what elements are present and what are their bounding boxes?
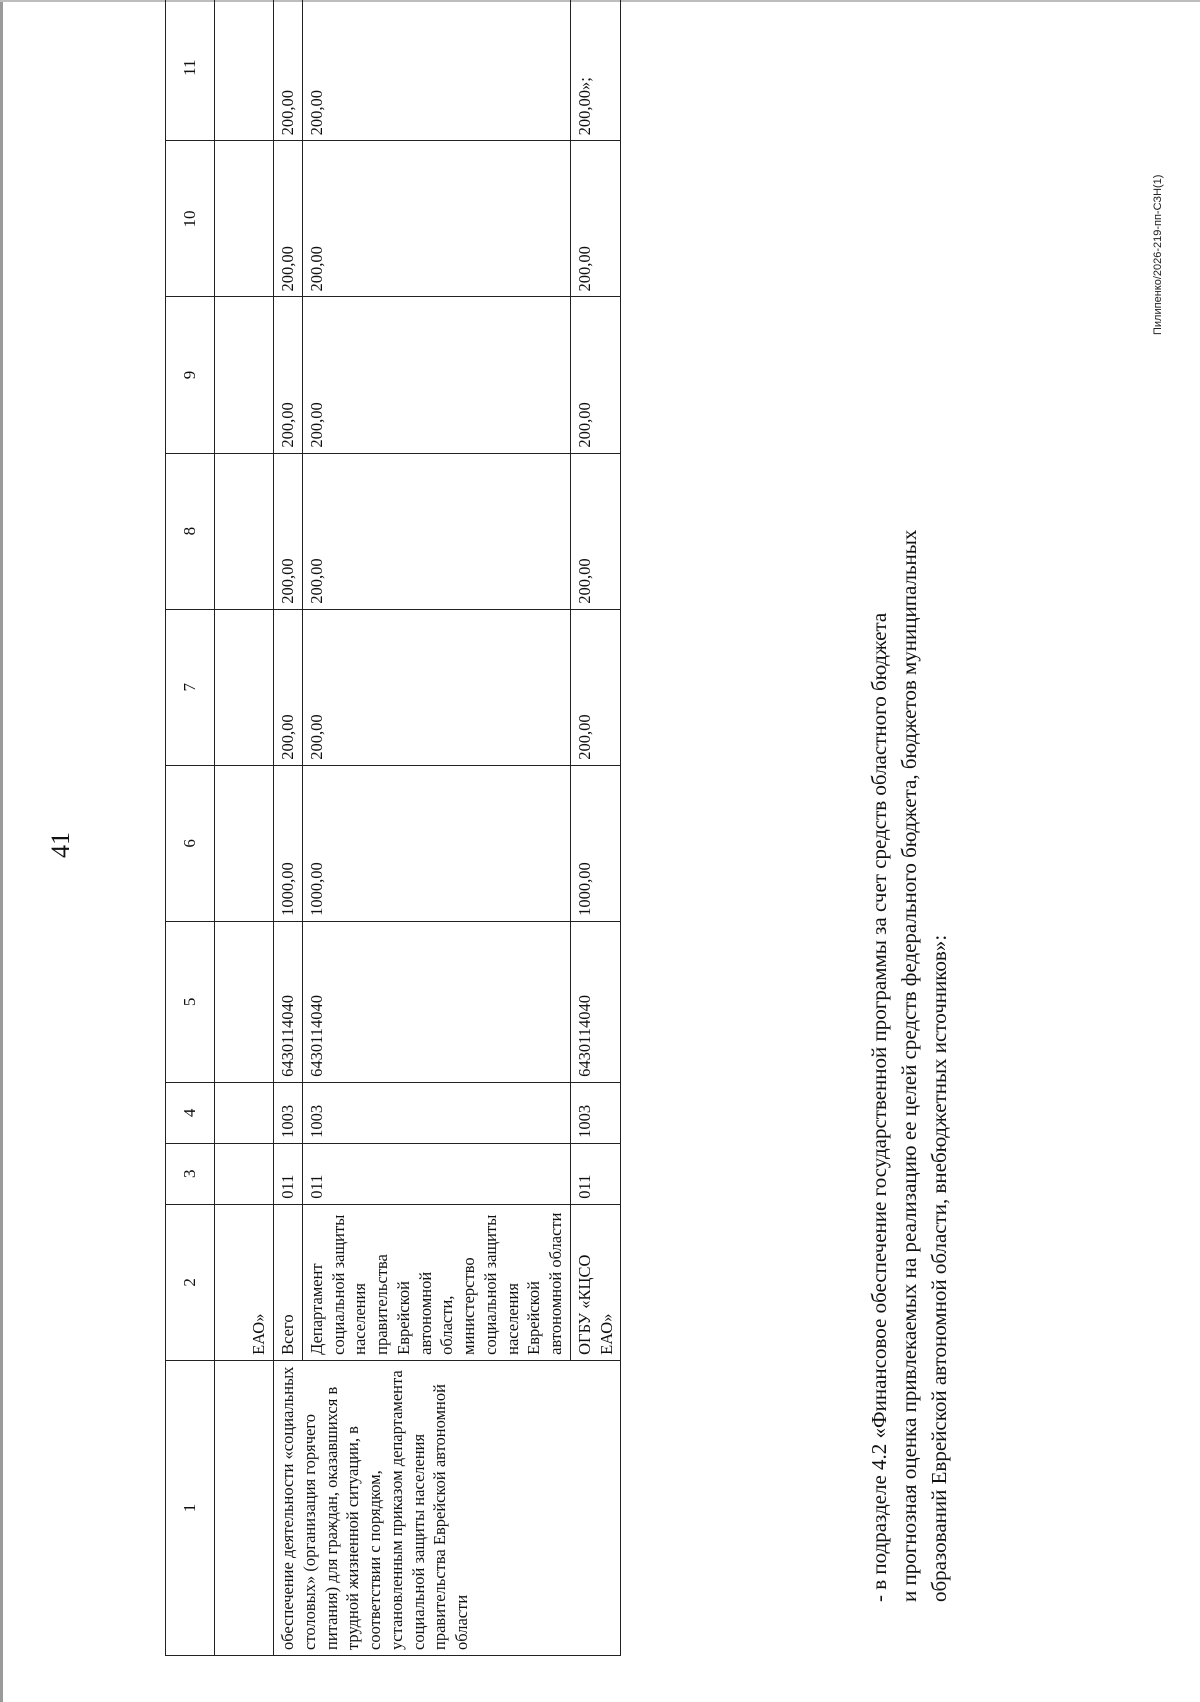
table-cell: 1003 xyxy=(302,1082,570,1143)
table-cell xyxy=(215,1082,274,1143)
table-cell: 200,00 xyxy=(302,297,570,453)
table-cell: 200,00 xyxy=(274,453,303,609)
header-cell: 8 xyxy=(166,453,215,609)
header-cell: 3 xyxy=(166,1143,215,1204)
paragraph-line: - в подразделе 4.2 «Финансовое обеспечение государственной программы за счет средств областного бюджета xyxy=(867,612,891,1602)
table-cell: 1000,00 xyxy=(570,765,621,921)
header-cell: 6 xyxy=(166,765,215,921)
table-cell: 200,00 xyxy=(570,297,621,453)
header-cell: 4 xyxy=(166,1082,215,1143)
table-cell: 1003 xyxy=(570,1082,621,1143)
table-cell: 200,00 xyxy=(274,609,303,765)
table-header-row xyxy=(166,0,215,1656)
table-cell: 1003 xyxy=(274,1082,303,1143)
table-cell: 011 xyxy=(570,1143,621,1204)
table-cell: 200,00 xyxy=(274,0,303,141)
header-cell: 11 xyxy=(166,0,215,141)
table-cell: 200,00 xyxy=(302,0,570,141)
activity-description-cell: обеспечение деятельности «социальных столовых» (организация горячего питания) для граждан, оказавшихся в трудной жизненной ситуации, в соответствии с порядком, установленным приказом департамента социальной защиты населения правительства Еврейской автономной области xyxy=(274,1360,621,1655)
header-cell: 7 xyxy=(166,609,215,765)
page-number: 41 xyxy=(46,832,75,858)
table-cell: 200,00 xyxy=(570,609,621,765)
table-cell: ОГБУ «КЦСО ЕАО» xyxy=(570,1204,621,1360)
table-cell xyxy=(215,609,274,765)
paragraph-line: и прогнозная оценка привлекаемых на реализацию ее целей средств федерального бюджета, бюджетов муниципальных xyxy=(896,529,921,1602)
table-cell: 011 xyxy=(302,1143,570,1204)
table-cell xyxy=(215,1143,274,1204)
header-cell: 2 xyxy=(166,1204,215,1360)
table-cell: 200,00 xyxy=(570,141,621,297)
header-cell: 1 xyxy=(166,1360,215,1655)
paragraph-line: образований Еврейской автономной области, внебюджетных источников»: xyxy=(926,934,951,1602)
table-cell: Департамент социальной защиты населения правительства Еврейской автономной области, министерство социальной защиты населения Еврейской автономной области xyxy=(302,1204,570,1360)
table-cell xyxy=(215,921,274,1082)
table-cell xyxy=(215,1360,274,1655)
table-cell: 200,00 xyxy=(274,297,303,453)
header-cell: 5 xyxy=(166,921,215,1082)
table-cell xyxy=(215,765,274,921)
table-cell xyxy=(215,0,274,141)
budget-table xyxy=(165,0,621,1656)
table-cell: 200,00 xyxy=(302,141,570,297)
table-cell: 6430114040 xyxy=(302,921,570,1082)
table-cell: 6430114040 xyxy=(274,921,303,1082)
header-cell: 9 xyxy=(166,297,215,453)
table-cell: 1000,00 xyxy=(302,765,570,921)
table-cell: 011 xyxy=(274,1143,303,1204)
table-cell: 200,00 xyxy=(302,453,570,609)
header-cell: 10 xyxy=(166,141,215,297)
table-cell xyxy=(215,141,274,297)
table-cell: 200,00 xyxy=(570,453,621,609)
table-cell xyxy=(215,297,274,453)
table-cell: 1000,00 xyxy=(274,765,303,921)
table-cell: 6430114040 xyxy=(570,921,621,1082)
document-code: Пилипенко/2026-219-пп-СЗН(1) xyxy=(1152,174,1164,335)
amendment-paragraph xyxy=(865,82,954,1602)
table-cell xyxy=(215,453,274,609)
table-row-continuation xyxy=(215,0,274,1656)
table-cell: 200,00 xyxy=(302,609,570,765)
table-cell: 200,00»; xyxy=(570,0,621,141)
table-row xyxy=(274,0,303,1656)
table-cell: Всего xyxy=(274,1204,303,1360)
table-cell: 200,00 xyxy=(274,141,303,297)
table-cell: ЕАО» xyxy=(215,1204,274,1360)
